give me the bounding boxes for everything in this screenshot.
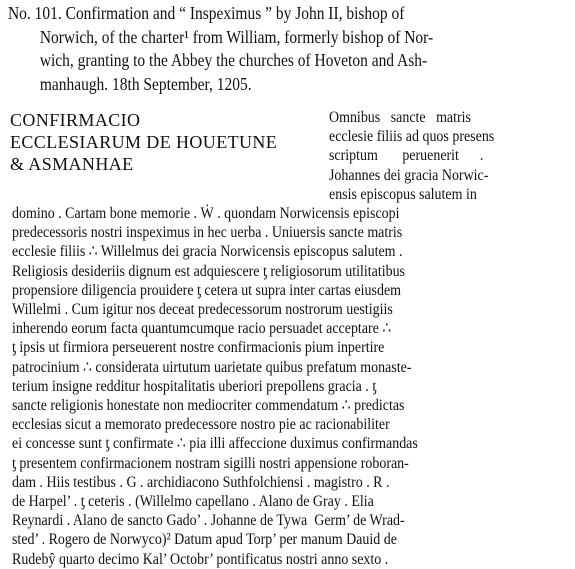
text-line: Johannes dei gracia Norwic- <box>329 166 489 184</box>
caption-line: CONFIRMACIO <box>10 110 141 130</box>
heading-line: manhaugh. 18th September, 1205. <box>39 73 252 94</box>
text-line: Reynardi . Alano de sancto Gado’ . Johanne de Tywa Germ’ de Wrad- <box>12 512 405 530</box>
text-line: terium insigne redditur hospitalitatis uberiori prepollens gracia . ƫ <box>12 377 377 395</box>
text-line: inherendo eorum facta quantumcumque racio persuadet acceptare ∴ <box>12 320 392 338</box>
text-line: ecclesie filiis ∴ Willelmus dei gracia Norwicensis episcopus salutem . <box>12 243 403 261</box>
text-line: ƫ ipsis ut firmiora perseuerent nostre confirmacionis pium inpertire <box>12 339 385 357</box>
charter-text-main <box>12 204 571 569</box>
text-line: sancte religionis honestate non mediocriter commendatum ∴ predictas <box>12 397 405 415</box>
text-line: dam . Hiis testibus . G . archidiacono Suthfolchiensi . magistro . R . <box>12 473 390 491</box>
text-line: Religiosis desideriis dignum est adquiescere ƫ religiosorum utilitatibus <box>12 262 405 280</box>
text-line: Omnibus sancte matris <box>329 109 471 126</box>
text-line: patrocinium ∴ considerata uirtutum uarietate quibus prefatum monaste- <box>12 358 412 376</box>
text-line: ei concesse sunt ƫ confirmate ∴ pia illi affeccione duximus confirmandas <box>12 435 418 453</box>
text-line: domino . Cartam bone memorie . Ẇ . quondam Norwicensis episcopi <box>12 205 400 222</box>
heading-line: No. 101. Confirmation and “ Inspeximus ” by John II, bishop of <box>8 3 405 23</box>
text-line: ecclesias sicut a memorato predecessore nostro pie ac racionabiliter <box>12 416 390 434</box>
text-line: ecclesie filiis ad quos presens <box>329 128 495 146</box>
caption-line: ECCLESIARUM DE HOUETUNE <box>10 132 278 152</box>
caption-line: & ASMANHAE <box>10 154 134 174</box>
text-line: scriptum peruenerit . <box>329 147 484 165</box>
text-line: ƫ presentem confirmacionem nostram sigilli nostri appensione roboran- <box>12 454 409 472</box>
text-line: propensiore diligencia prouidere ƫ cetera ut supra inter cartas eiusdem <box>12 281 402 299</box>
charter-text-side <box>329 108 569 204</box>
text-line: Willelmi . Cum igitur nos deceat predecessorum nostrorum uestigiis <box>12 301 393 319</box>
text-line: sted’ . Rogero de Norwyco)² Datum apud Torp’ per manum Dauid de <box>12 531 397 549</box>
charter-caption <box>10 109 277 175</box>
heading-line: wich, granting to the Abbey the churches of Hoveton and Ash- <box>39 50 428 70</box>
charter-heading <box>8 2 490 96</box>
text-line: predecessoris nostri inspeximus in hec uerba . Uniuersis sancte matris <box>12 224 403 242</box>
heading-line: Norwich, of the charter¹ from William, formerly bishop of Nor- <box>39 26 434 47</box>
text-line: ensis episcopus salutem in <box>329 185 477 203</box>
text-line: de Harpel’ . ƫ ceteris . (Willelmo capellano . Alano de Gray . Elia <box>12 493 374 511</box>
text-line: Rudebŷ quarto decimo Kal’ Octobr’ pontificatus nostri anno sexto . <box>12 550 389 568</box>
